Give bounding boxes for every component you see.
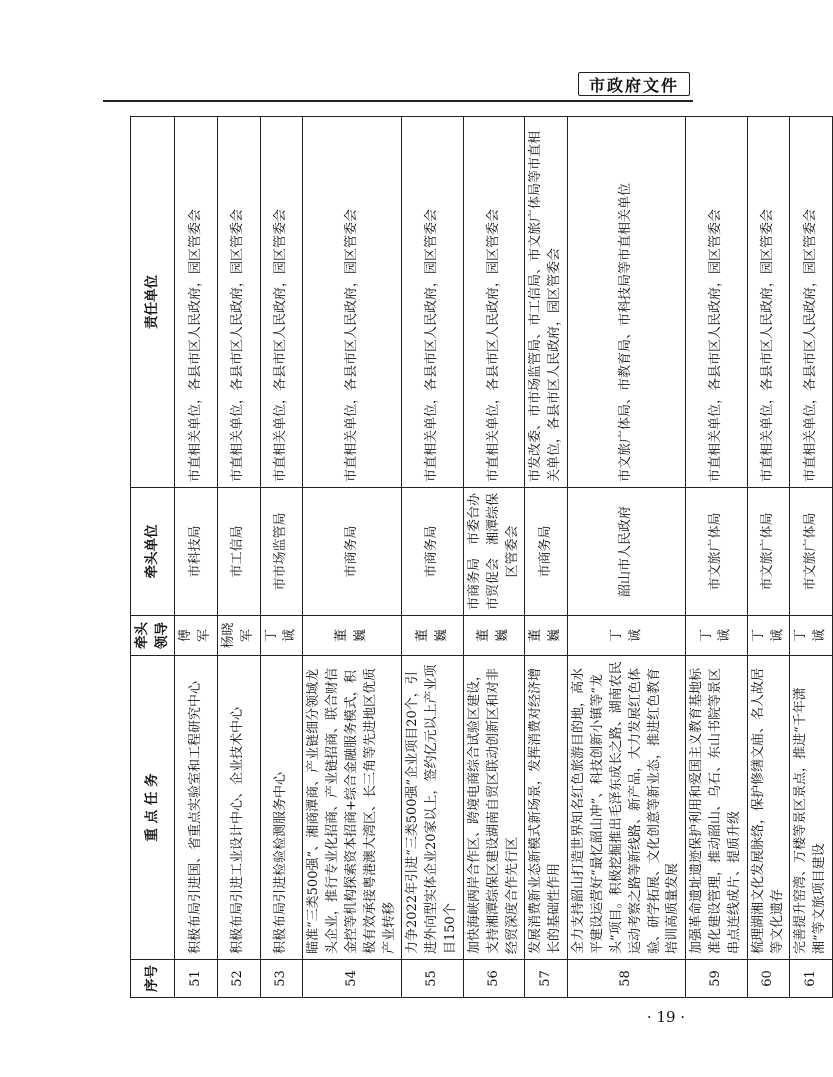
- cell-no: 56: [463, 960, 525, 998]
- table-row: [402, 117, 464, 998]
- page-number: · 19 ·: [646, 1008, 686, 1026]
- cell-resp: 市文旅广体局、市教育局、市科技局等市直相关单位: [568, 117, 686, 488]
- cell-no: 52: [217, 960, 260, 998]
- table-row: [790, 117, 833, 998]
- cell-task: 积极布局引进检验检测服务中心: [260, 656, 303, 960]
- cell-no: 57: [525, 960, 568, 998]
- cell-lead: 董 巍: [525, 616, 568, 656]
- key-tasks-table: [130, 116, 833, 998]
- cell-unit: 市商务局 市委台办 市贸促会 湘潭综保区管委会: [463, 488, 525, 616]
- cell-resp: 市发改委、市市场监管局、市工信局、市文旅广体局等市直相关单位，各县市区人民政府，园区管委会: [525, 117, 568, 488]
- cell-lead: 丁 诚: [686, 616, 748, 656]
- cell-unit: 市商务局: [402, 488, 464, 616]
- cell-task: 完善提升窑湾、万楼等景区景点，推进“千年潇湘”等文旅项目建设: [790, 656, 833, 960]
- cell-task: 发展消费新业态新模式新场景，发挥消费对经济增长的基础性作用: [525, 656, 568, 960]
- cell-no: 58: [568, 960, 686, 998]
- cell-no: 60: [747, 960, 790, 998]
- cell-task: 梳理湖湘文化发展脉络，保护修缮文庙、名人故居等文化遗存: [747, 656, 790, 960]
- cell-task: 积极布局引进工业设计中心、企业技术中心: [217, 656, 260, 960]
- cell-resp: 市直相关单位，各县市区人民政府，园区管委会: [260, 117, 303, 488]
- cell-resp: 市直相关单位，各县市区人民政府，园区管委会: [402, 117, 464, 488]
- cell-no: 53: [260, 960, 303, 998]
- cell-no: 61: [790, 960, 833, 998]
- cell-lead: 丁 诚: [790, 616, 833, 656]
- cell-resp: 市直相关单位，各县市区人民政府，园区管委会: [217, 117, 260, 488]
- col-header-lead: 牵头领导: [131, 616, 175, 656]
- cell-unit: 市文旅广体局: [790, 488, 833, 616]
- cell-lead: 丁 诚: [747, 616, 790, 656]
- cell-resp: 市直相关单位，各县市区人民政府，园区管委会: [790, 117, 833, 488]
- cell-lead: 董 巍: [303, 616, 402, 656]
- cell-unit: 市科技局: [175, 488, 218, 616]
- cell-no: 55: [402, 960, 464, 998]
- table-header-row: [131, 117, 175, 998]
- col-header-task: 重 点 任 务: [131, 656, 175, 960]
- cell-unit: 韶山市人民政府: [568, 488, 686, 616]
- table-row: [175, 117, 218, 998]
- col-header-unit: 牵头单位: [131, 488, 175, 616]
- cell-task: 力争2022年引进“三类500强”企业项目20个，引进外向型实体企业20家以上，签约亿元以上产业项目150个: [402, 656, 464, 960]
- cell-resp: 市直相关单位，各县市区人民政府，园区管委会: [175, 117, 218, 488]
- table-rotation-wrapper: [130, 117, 828, 998]
- table-row: [568, 117, 686, 998]
- cell-lead: 丁 诚: [568, 616, 686, 656]
- cell-unit: 市商务局: [525, 488, 568, 616]
- col-header-resp: 责任单位: [131, 117, 175, 488]
- cell-unit: 市市场监管局: [260, 488, 303, 616]
- cell-unit: 市文旅广体局: [747, 488, 790, 616]
- cell-lead: 董 巍: [402, 616, 464, 656]
- col-header-no: 序号: [131, 960, 175, 998]
- cell-unit: 市工信局: [217, 488, 260, 616]
- cell-task: 加快海峡两岸合作区、跨境电商综合试验区建设，支持湘潭综保区建设湖南自贸区联动创新区和对非经贸深度合作先行区: [463, 656, 525, 960]
- cell-lead: 丁 诚: [260, 616, 303, 656]
- table-row: [260, 117, 303, 998]
- cell-resp: 市直相关单位，各县市区人民政府，园区管委会: [303, 117, 402, 488]
- cell-no: 51: [175, 960, 218, 998]
- table-row: [525, 117, 568, 998]
- cell-task: 全力支持韶山打造世界知名红色旅游目的地，高水平建设运营好“最忆韶山冲”、科技创新小镇等“龙头”项目。积极挖掘推出毛泽东成长之路、湖南农民运动考察之路等新线路、新产品，大力发展红色体验、研学拓展、文化创意等新业态，推进红色教育培训高质量发展: [568, 656, 686, 960]
- table-row: [747, 117, 790, 998]
- header-rule: [103, 100, 693, 102]
- cell-lead: 董 巍: [463, 616, 525, 656]
- cell-unit: 市商务局: [303, 488, 402, 616]
- rotated-table-frame: [130, 117, 828, 998]
- table-row: [686, 117, 748, 998]
- cell-resp: 市直相关单位，各县市区人民政府，园区管委会: [747, 117, 790, 488]
- document-category-badge: 市政府文件: [578, 72, 690, 96]
- cell-resp: 市直相关单位，各县市区人民政府，园区管委会: [686, 117, 748, 488]
- cell-no: 54: [303, 960, 402, 998]
- cell-task: 加强革命遗址遗迹保护利用和爱国主义教育基地标准化建设管理，推动韶山、乌石、东山书院等景区串点连线成片、提质升级: [686, 656, 748, 960]
- cell-task: 积极布局引进国、省重点实验室和工程研究中心: [175, 656, 218, 960]
- cell-task: 瞄准“三类500强”、湘商潭商、产业链细分领域龙头企业，推行专业化招商、产业链招商、联合财信金控等机构探索资本招商+综合金融服务模式，积极有效承接粤港澳大湾区、长三角等先进地区优质产业转移: [303, 656, 402, 960]
- cell-no: 59: [686, 960, 748, 998]
- cell-lead: 傅 军: [175, 616, 218, 656]
- table-row: [463, 117, 525, 998]
- cell-lead: 杨晓军: [217, 616, 260, 656]
- table-row: [217, 117, 260, 998]
- cell-resp: 市直相关单位，各县市区人民政府，园区管委会: [463, 117, 525, 488]
- table-row: [303, 117, 402, 998]
- cell-unit: 市文旅广体局: [686, 488, 748, 616]
